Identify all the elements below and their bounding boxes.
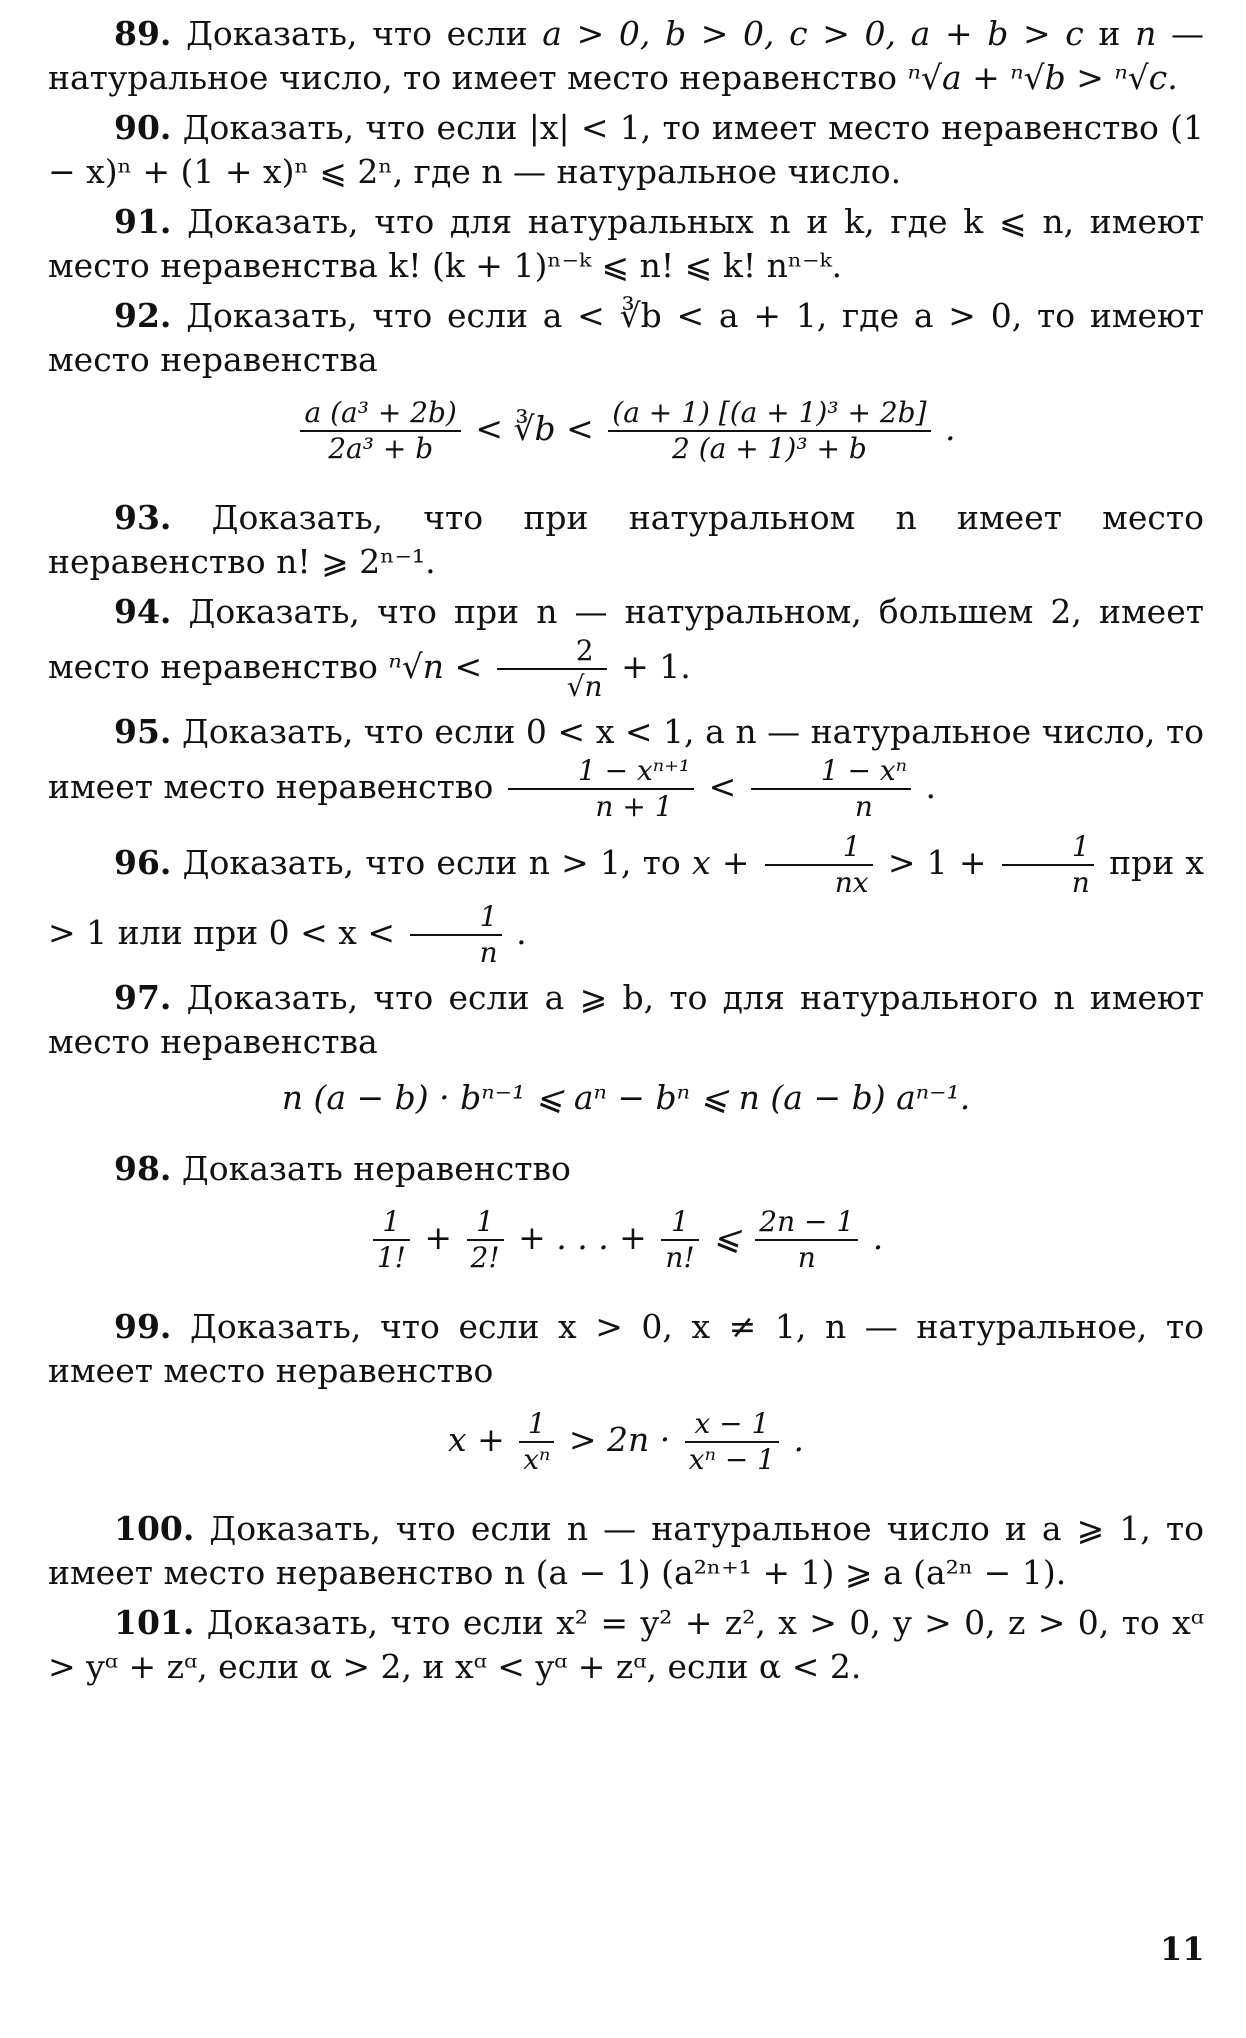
problem-number: 100. [114,1509,195,1548]
problem-number: 97. [114,978,172,1017]
punctuation: . [925,767,936,806]
display-formula-99 [48,1407,1204,1477]
math-expression: ⁿ√n < [388,647,483,686]
numerator: 2 [575,634,594,667]
display-formula-98 [48,1205,1204,1275]
problem-number: 101. [114,1603,195,1642]
denominator: n + 1 [508,788,694,824]
punctuation: . [793,1420,804,1459]
fraction [410,900,502,970]
denominator: n [410,934,502,970]
denominator: n [751,788,911,824]
fraction [685,1407,779,1477]
math-expression: < ∛b < [475,409,594,448]
problem-95 [48,710,1204,824]
problem-number: 89. [114,14,172,53]
punctuation: . [516,913,527,952]
problem-text: Доказать, что для натуральных n и k, где k ⩽ n, имеют место неравенства k! (k + 1)ⁿ⁻ᵏ ⩽ n! ⩽ k! nⁿ⁻ᵏ. [48,202,1204,285]
problem-93 [48,496,1204,584]
math-expression: > 1 + [887,843,987,882]
problem-number: 91. [114,202,172,241]
denominator: nx [765,864,873,900]
math-expression: x + [692,843,750,882]
denominator: 1! [373,1239,410,1275]
problem-90 [48,106,1204,194]
denominator: n [1002,864,1094,900]
fraction [1002,830,1094,900]
math-expression: + . . . + [518,1218,647,1257]
display-formula-92 [48,396,1204,466]
fraction [497,634,607,704]
problem-text: Доказать, что при n — натуральном, большем 2, имеет место неравенство [48,592,1204,686]
problem-94 [48,590,1204,704]
math-expression: + [424,1218,453,1257]
problem-text: Доказать, что если a < ∛b < a + 1, где a > 0, то имеют место неравенства [48,296,1204,379]
problem-text: Доказать, что если |x| < 1, то имеет место неравенство (1 − x)ⁿ + (1 + x)ⁿ ⩽ 2ⁿ, где n — натуральное число. [48,108,1204,191]
problem-text: Доказать, что если n — натуральное число и a ⩾ 1, то имеет место неравенство n (a − 1) (a²ⁿ⁺¹ + 1) ⩾ a (a²ⁿ − 1). [48,1509,1204,1592]
fraction [661,1205,698,1275]
problem-number: 94. [114,592,172,631]
problem-text: и [1098,14,1121,53]
numerator: a (a³ + 2b) [304,396,457,429]
denominator: n! [661,1239,698,1275]
numerator: 1 [382,1205,401,1238]
numerator: 1 [842,830,861,863]
problem-number: 95. [114,712,172,751]
problem-number: 96. [114,843,172,882]
denominator: xⁿ [519,1441,554,1477]
fraction [467,1205,504,1275]
fraction [373,1205,410,1275]
numerator: 1 [1071,830,1090,863]
problem-text: — натуральное число, то имеет место неравенство [48,14,1204,97]
numerator: 1 − xⁿ [820,754,907,787]
fraction [765,830,873,900]
denominator: n [755,1239,858,1275]
denominator: √n [497,668,607,704]
page-content [48,12,1204,1695]
math-expression: < [708,767,737,806]
problem-text: Доказать, что если 0 < x < 1, а n — натуральное число, то имеет место неравенство [48,712,1204,806]
numerator: x − 1 [694,1407,770,1440]
problem-text: Доказать, что если n > 1, то [182,843,681,882]
punctuation: . [945,409,956,448]
math-expression: > 2n · [568,1420,671,1459]
math-expression: + 1. [621,647,691,686]
numerator: 1 [671,1205,689,1238]
problem-text: Доказать, что если [186,14,528,53]
problem-text: Доказать, что при натуральном n имеет место неравенство n! ⩾ 2ⁿ⁻¹. [48,498,1204,581]
math-expression: n [1135,14,1157,53]
numerator: (a + 1) [(a + 1)³ + 2b] [612,396,927,429]
denominator: 2 (a + 1)³ + b [608,430,930,466]
math-expression: ⁿ√a + ⁿ√b > ⁿ√c. [907,58,1178,97]
math-expression: x + [448,1420,505,1459]
problem-98 [48,1147,1204,1191]
fraction [751,754,911,824]
problem-91 [48,200,1204,288]
problem-99 [48,1305,1204,1393]
problem-96 [48,830,1204,970]
fraction [755,1205,858,1275]
problem-text: Доказать, что если x² = y² + z², x > 0, y > 0, z > 0, то xᵅ > yᵅ + zᵅ, если α > 2, и xᵅ < yᵅ + zᵅ, если α < 2. [48,1603,1204,1686]
numerator: 1 − xⁿ⁺¹ [577,754,691,787]
numerator: 1 [527,1407,546,1440]
problem-text: Доказать, что если x > 0, x ≠ 1, n — натуральное, то имеет место неравенство [48,1307,1204,1390]
math-expression: ⩽ [713,1218,741,1257]
numerator: 1 [479,900,498,933]
punctuation: . [872,1218,884,1257]
numerator: 1 [476,1205,494,1238]
math-expression: a > 0, b > 0, c > 0, a + b > c [542,14,1084,53]
fraction [300,396,460,466]
problem-text: при x > 1 или при 0 < x < [48,843,1205,952]
problem-number: 93. [114,498,172,537]
fraction [508,754,694,824]
denominator: 2a³ + b [300,430,460,466]
problem-number: 99. [114,1307,172,1346]
fraction [519,1407,554,1477]
problem-101 [48,1601,1204,1689]
problem-100 [48,1507,1204,1595]
problem-89 [48,12,1204,100]
problem-number: 90. [114,108,172,147]
problem-text: Доказать, что если a ⩾ b, то для натурального n имеют место неравенства [48,978,1205,1061]
denominator: 2! [467,1239,504,1275]
page-number: 11 [1160,1930,1205,1968]
fraction [608,396,930,466]
problem-text: Доказать неравенство [181,1149,571,1188]
problem-92 [48,294,1204,382]
denominator: xⁿ − 1 [685,1441,779,1477]
numerator: 2n − 1 [759,1205,855,1238]
problem-number: 92. [114,296,172,335]
problem-97 [48,976,1204,1064]
problem-number: 98. [114,1149,172,1188]
display-formula-97: n (a − b) · bⁿ⁻¹ ⩽ aⁿ − bⁿ ⩽ n (a − b) aⁿ⁻¹. [281,1078,971,1117]
